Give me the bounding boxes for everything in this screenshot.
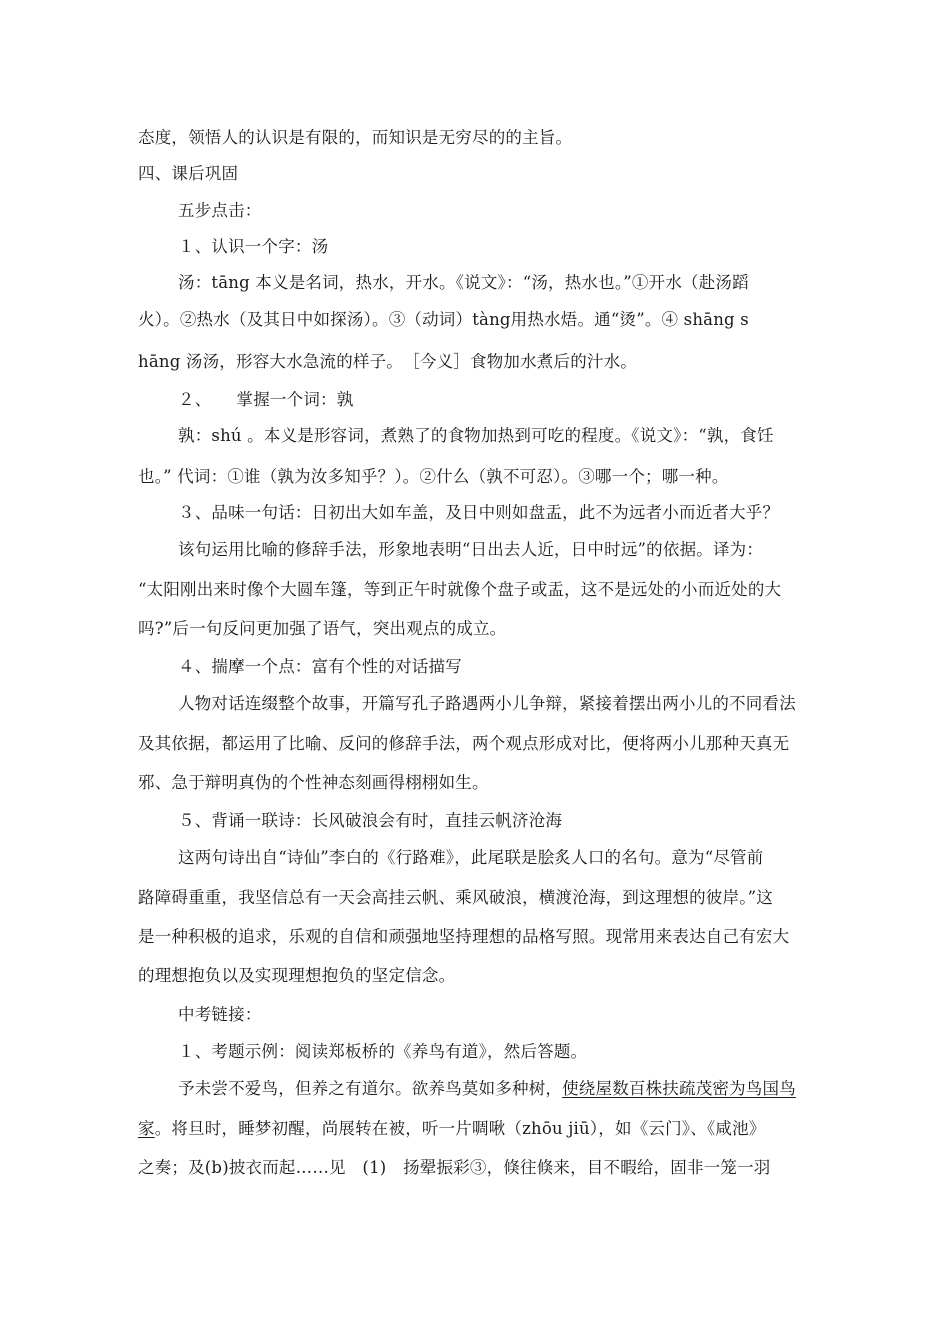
text-line: hāng 汤汤，形容大水急流的样子。 ［今义］食物加水煮后的汁水。 bbox=[138, 352, 637, 371]
section-heading: 四、课后巩固 bbox=[138, 164, 239, 183]
item-heading: ５、背诵一联诗：长风破浪会有时，直挂云帆济沧海 bbox=[178, 811, 563, 830]
item-heading: １、认识一个字：汤 bbox=[178, 237, 329, 256]
subheading: 中考链接： bbox=[178, 1005, 262, 1024]
text-line: 汤：tāng 本义是名词，热水，开水。《说文》：“汤，热水也。”①开水（赴汤蹈 bbox=[178, 273, 749, 292]
text-line: 孰：shú 。本义是形容词，煮熟了的食物加热到可吃的程度。《说文》：“孰，食饪 bbox=[178, 426, 774, 445]
text-line: 是一种积极的追求，乐观的自信和顽强地坚持理想的品格写照。现常用来表达自己有宏大 bbox=[138, 927, 790, 946]
passage-line bbox=[138, 1119, 818, 1139]
text-line: 吗?”后一句反问更加强了语气，突出观点的成立。 bbox=[138, 619, 507, 638]
text-line: 也。” 代词：①谁（孰为汝多知乎？）。②什么（孰不可忍）。③哪一个；哪一种。 bbox=[138, 467, 729, 486]
item-heading: ２、 掌握一个词：孰 bbox=[178, 390, 354, 409]
text-line: 路障碍重重，我坚信总有一天会高挂云帆、乘风破浪，横渡沧海，到这理想的彼岸。”这 bbox=[138, 888, 773, 907]
text-line: 这两句诗出自“诗仙”李白的《行路难》，此尾联是脍炙人口的名句。意为“尽管前 bbox=[178, 848, 764, 867]
text-line: “太阳刚出来时像个大圆车篷，等到正午时就像个盘子或盂，这不是远处的小而近处的大 bbox=[138, 580, 782, 599]
subheading: 五步点击： bbox=[178, 201, 262, 220]
item-heading: ３、品味一句话：日初出大如车盖，及日中则如盘盂，此不为远者小而近者大乎？ bbox=[178, 503, 780, 522]
item-heading: １、考题示例：阅读郑板桥的《养鸟有道》，然后答题。 bbox=[178, 1042, 588, 1061]
text-line: 人物对话连缀整个故事，开篇写孔子路遇两小儿争辩，紧接着摆出两小儿的不同看法 bbox=[178, 694, 796, 713]
text-line: 该句运用比喻的修辞手法，形象地表明“日出去人近，日中时远”的依据。译为： bbox=[178, 540, 764, 559]
text-line: 及其依据，都运用了比喻、反问的修辞手法，两个观点形成对比，便将两小儿那种天真无 bbox=[138, 734, 790, 753]
passage-underlined: 家 bbox=[138, 1119, 155, 1138]
passage-text: 予未尝不爱鸟，但养之有道尔。欲养鸟莫如多种树， bbox=[178, 1079, 563, 1098]
text-line: 的理想抱负以及实现理想抱负的坚定信念。 bbox=[138, 966, 456, 985]
text-line: 态度，领悟人的认识是有限的，而知识是无穷尽的的主旨。 bbox=[138, 128, 573, 147]
passage-line bbox=[178, 1079, 818, 1099]
item-heading: ４、揣摩一个点：富有个性的对话描写 bbox=[178, 657, 462, 676]
passage-line: 之奏；及(b)披衣而起……见 (1) 扬翚振彩③，倏往倏来，目不暇给，固非一笼一羽 bbox=[138, 1158, 771, 1177]
passage-underlined: 使绕屋数百株扶疏茂密为鸟国鸟 bbox=[562, 1079, 796, 1098]
text-line: 火）。②热水（及其日中如探汤）。③（动词）tàng用热水焐。通“烫”。④ shāng s bbox=[138, 310, 749, 329]
text-line: 邪、急于辩明真伪的个性神态刻画得栩栩如生。 bbox=[138, 773, 489, 792]
passage-text: 。将旦时，睡梦初醒，尚展转在被，听一片啁啾（zhōu jiū），如《云门》、《咸池》 bbox=[154, 1119, 766, 1138]
